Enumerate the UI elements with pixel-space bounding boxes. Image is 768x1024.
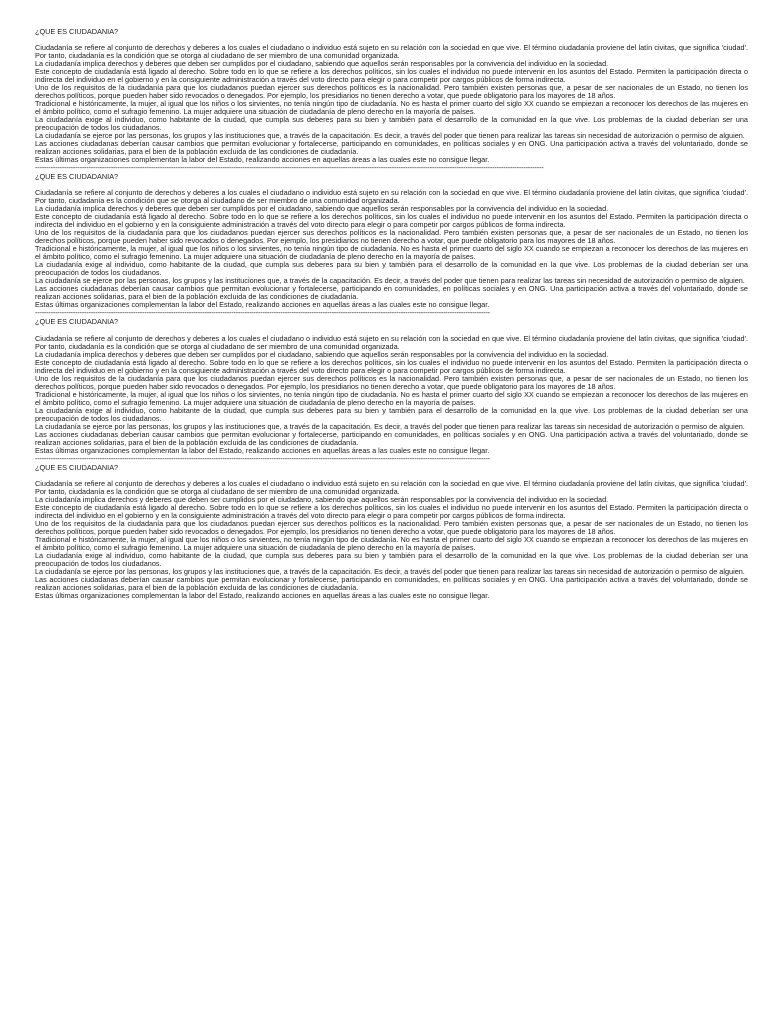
paragraph: La ciudadanía implica derechos y deberes que deben ser cumplidos por el ciudadano, sabiendo que aquellos serán responsables por la convivencia del individuo en la sociedad. [35, 59, 609, 69]
section-separator: ------------------------------------------------------------------------------------------------------------------------------------------------------------------------------------------------------------ [35, 454, 490, 462]
paragraph: Las acciones ciudadanas deberían causar cambios que permitan evolucionar y fortalecerse, participando en comunidades, en políticas sociales y en ONG. Una participación activa a través del voluntariado, donde se realizan acciones solidarias, para el bien de la población excluida de las condiciones de ciudadanía. [35, 139, 748, 157]
paragraph: La ciudadanía implica derechos y deberes que deben ser cumplidos por el ciudadano, sabiendo que aquellos serán responsables por la convivencia del individuo en la sociedad. [35, 349, 609, 359]
paragraph: Tradicional e históricamente, la mujer, al igual que los niños o los sirvientes, no tenía ningún tipo de ciudadanía. No es hasta el primer cuarto del siglo XX cuando se empiezan a reconocer los derechos de las mujeres en el ámbito político, como el sufragio femenino. La mujer adquiere una situación de ciudadanía de pleno derecho en la mayoría de países. [35, 534, 748, 552]
paragraph: La ciudadanía implica derechos y deberes que deben ser cumplidos por el ciudadano, sabiendo que aquellos serán responsables por la convivencia del individuo en la sociedad. [35, 494, 609, 504]
paragraph: Tradicional e históricamente, la mujer, al igual que los niños o los sirvientes, no tenía ningún tipo de ciudadanía. No es hasta el primer cuarto del siglo XX cuando se empiezan a reconocer los derechos de las mujeres en el ámbito político, como el sufragio femenino. La mujer adquiere una situación de ciudadanía de pleno derecho en la mayoría de países. [35, 99, 748, 117]
paragraph: Las acciones ciudadanas deberían causar cambios que permitan evolucionar y fortalecerse, participando en comunidades, en políticas sociales y en ONG. Una participación activa a través del voluntariado, donde se realizan acciones solidarias, para el bien de la población excluida de las condiciones de ciudadanía. [35, 284, 748, 302]
paragraph: La ciudadanía exige al individuo, como habitante de la ciudad, que cumpla sus deberes para su bien y también para el desarrollo de la comunidad en la que vive. Los problemas de la ciudad deberían ser una preocupación de todos los ciudadanos. [35, 405, 748, 423]
paragraph: Este concepto de ciudadanía está ligado al derecho. Sobre todo en lo que se refiere a los derechos políticos, sin los cuales el individuo no puede intervenir en los asuntos del Estado. Permiten la participación directa o indirecta del individuo en el gobierno y en la consiguiente administración a través del voto directo para elegir o para competir por cargos públicos de forma indirecta. [35, 502, 748, 520]
paragraph: La ciudadanía se ejerce por las personas, los grupos y las instituciones que, a través de la capacitación. Es decir, a través del poder que tienen para realizar las tareas sin necesidad de autorización o permiso de alguien. [35, 131, 745, 141]
paragraph: Este concepto de ciudadanía está ligado al derecho. Sobre todo en lo que se refiere a los derechos políticos, sin los cuales el individuo no puede intervenir en los asuntos del Estado. Permiten la participación directa o indirecta del individuo en el gobierno y en la consiguiente administración a través del voto directo para elegir o para competir por cargos públicos de forma indirecta. [35, 357, 748, 375]
paragraph: Este concepto de ciudadanía está ligado al derecho. Sobre todo en lo que se refiere a los derechos políticos, sin los cuales el individuo no puede intervenir en los asuntos del Estado. Permiten la participación directa o indirecta del individuo en el gobierno y en la consiguiente administración a través del voto directo para elegir o para competir por cargos públicos de forma indirecta. [35, 212, 748, 230]
paragraph: Tradicional e históricamente, la mujer, al igual que los niños o los sirvientes, no tenía ningún tipo de ciudadanía. No es hasta el primer cuarto del siglo XX cuando se empiezan a reconocer los derechos de las mujeres en el ámbito político, como el sufragio femenino. La mujer adquiere una situación de ciudadanía de pleno derecho en la mayoría de países. [35, 389, 748, 407]
paragraph: Este concepto de ciudadanía está ligado al derecho. Sobre todo en lo que se refiere a los derechos políticos, sin los cuales el individuo no puede intervenir en los asuntos del Estado. Permiten la participación directa o indirecta del individuo en el gobierno y en la consiguiente administración a través del voto directo para elegir o para competir por cargos públicos de forma indirecta. [35, 67, 748, 85]
paragraph: Ciudadanía se refiere al conjunto de derechos y deberes a los cuales el ciudadano o individuo está sujeto en su relación con la sociedad en que vive. El término ciudadanía proviene del latín civitas, que significa 'ciudad'. Por tanto, ciudadanía es la condición que se otorga al ciudadano de ser miembro de una comunidad organizada. [35, 478, 748, 496]
section-separator: ------------------------------------------------------------------------------------------------------------------------------------------------------------------------------------------------------------------------------------ [35, 164, 544, 172]
section-title: ¿QUE ES CIUDADANIA? [35, 172, 119, 182]
section-title: ¿QUE ES CIUDADANIA? [35, 462, 119, 472]
paragraph: Estas últimas organizaciones complementan la labor del Estado, realizando acciones en aquellas áreas a las cuales este no consigue llegar. [35, 155, 490, 165]
section-block [35, 28, 748, 171]
paragraph: Estas últimas organizaciones complementan la labor del Estado, realizando acciones en aquellas áreas a las cuales este no consigue llegar. [35, 445, 490, 455]
paragraph: La ciudadanía exige al individuo, como habitante de la ciudad, que cumpla sus deberes para su bien y también para el desarrollo de la comunidad en la que vive. Los problemas de la ciudad deberían ser una preocupación de todos los ciudadanos. [35, 260, 748, 278]
paragraph: Estas últimas organizaciones complementan la labor del Estado, realizando acciones en aquellas áreas a las cuales este no consigue llegar. [35, 300, 490, 310]
paragraph: La ciudadanía exige al individuo, como habitante de la ciudad, que cumpla sus deberes para su bien y también para el desarrollo de la comunidad en la que vive. Los problemas de la ciudad deberían ser una preocupación de todos los ciudadanos. [35, 115, 748, 133]
paragraph: Ciudadanía se refiere al conjunto de derechos y deberes a los cuales el ciudadano o individuo está sujeto en su relación con la sociedad en que vive. El término ciudadanía proviene del latín civitas, que significa 'ciudad'. Por tanto, ciudadanía es la condición que se otorga al ciudadano de ser miembro de una comunidad organizada. [35, 333, 748, 351]
paragraph: Estas últimas organizaciones complementan la labor del Estado, realizando acciones en aquellas áreas a las cuales este no consigue llegar. [35, 590, 490, 600]
paragraph: La ciudadanía se ejerce por las personas, los grupos y las instituciones que, a través de la capacitación. Es decir, a través del poder que tienen para realizar las tareas sin necesidad de autorización o permiso de alguien. [35, 566, 745, 576]
paragraph: Uno de los requisitos de la ciudadanía para que los ciudadanos puedan ejercer sus derechos políticos es la nacionalidad. Pero también existen personas que, a pesar de ser nacionales de un Estado, no tienen los derechos políticos, porque pueden haber sido revocados o denegados. Por ejemplo, los presidiarios no tienen derecho a votar, que puede obligatorio para los mayores de 18 años. [35, 518, 748, 536]
paragraph: Uno de los requisitos de la ciudadanía para que los ciudadanos puedan ejercer sus derechos políticos es la nacionalidad. Pero también existen personas que, a pesar de ser nacionales de un Estado, no tienen los derechos políticos, porque pueden haber sido revocados o denegados. Por ejemplo, los presidiarios no tienen derecho a votar, que puede obligatorio para los mayores de 18 años. [35, 373, 748, 391]
section-block [35, 173, 748, 316]
paragraph: Uno de los requisitos de la ciudadanía para que los ciudadanos puedan ejercer sus derechos políticos es la nacionalidad. Pero también existen personas que, a pesar de ser nacionales de un Estado, no tienen los derechos políticos, porque pueden haber sido revocados o denegados. Por ejemplo, los presidiarios no tienen derecho a votar, que puede obligatorio para los mayores de 18 años. [35, 83, 748, 101]
section-title: ¿QUE ES CIUDADANIA? [35, 27, 119, 36]
paragraph: Ciudadanía se refiere al conjunto de derechos y deberes a los cuales el ciudadano o individuo está sujeto en su relación con la sociedad en que vive. El término ciudadanía proviene del latín civitas, que significa 'ciudad'. Por tanto, ciudadanía es la condición que se otorga al ciudadano de ser miembro de una comunidad organizada. [35, 43, 748, 61]
paragraph: La ciudadanía exige al individuo, como habitante de la ciudad, que cumpla sus deberes para su bien y también para el desarrollo de la comunidad en la que vive. Los problemas de la ciudad deberían ser una preocupación de todos los ciudadanos. [35, 550, 748, 568]
document-page [35, 28, 748, 600]
paragraph: Ciudadanía se refiere al conjunto de derechos y deberes a los cuales el ciudadano o individuo está sujeto en su relación con la sociedad en que vive. El término ciudadanía proviene del latín civitas, que significa 'ciudad'. Por tanto, ciudadanía es la condición que se otorga al ciudadano de ser miembro de una comunidad organizada. [35, 188, 748, 206]
section-title: ¿QUE ES CIUDADANIA? [35, 317, 119, 327]
paragraph: Uno de los requisitos de la ciudadanía para que los ciudadanos puedan ejercer sus derechos políticos es la nacionalidad. Pero también existen personas que, a pesar de ser nacionales de un Estado, no tienen los derechos políticos, porque pueden haber sido revocados o denegados. Por ejemplo, los presidiarios no tienen derecho a votar, que puede obligatorio para los mayores de 18 años. [35, 228, 748, 246]
paragraph: Tradicional e históricamente, la mujer, al igual que los niños o los sirvientes, no tenía ningún tipo de ciudadanía. No es hasta el primer cuarto del siglo XX cuando se empiezan a reconocer los derechos de las mujeres en el ámbito político, como el sufragio femenino. La mujer adquiere una situación de ciudadanía de pleno derecho en la mayoría de países. [35, 244, 748, 262]
paragraph: Las acciones ciudadanas deberían causar cambios que permitan evolucionar y fortalecerse, participando en comunidades, en políticas sociales y en ONG. Una participación activa a través del voluntariado, donde se realizan acciones solidarias, para el bien de la población excluida de las condiciones de ciudadanía. [35, 574, 748, 592]
paragraph: La ciudadanía implica derechos y deberes que deben ser cumplidos por el ciudadano, sabiendo que aquellos serán responsables por la convivencia del individuo en la sociedad. [35, 204, 609, 214]
section-block [35, 464, 748, 600]
section-separator: ------------------------------------------------------------------------------------------------------------------------------------------------------------------------------------------------------------ [35, 309, 490, 317]
paragraph: Las acciones ciudadanas deberían causar cambios que permitan evolucionar y fortalecerse, participando en comunidades, en políticas sociales y en ONG. Una participación activa a través del voluntariado, donde se realizan acciones solidarias, para el bien de la población excluida de las condiciones de ciudadanía. [35, 429, 748, 447]
paragraph: La ciudadanía se ejerce por las personas, los grupos y las instituciones que, a través de la capacitación. Es decir, a través del poder que tienen para realizar las tareas sin necesidad de autorización o permiso de alguien. [35, 421, 745, 431]
paragraph: La ciudadanía se ejerce por las personas, los grupos y las instituciones que, a través de la capacitación. Es decir, a través del poder que tienen para realizar las tareas sin necesidad de autorización o permiso de alguien. [35, 276, 745, 286]
section-block [35, 318, 748, 461]
